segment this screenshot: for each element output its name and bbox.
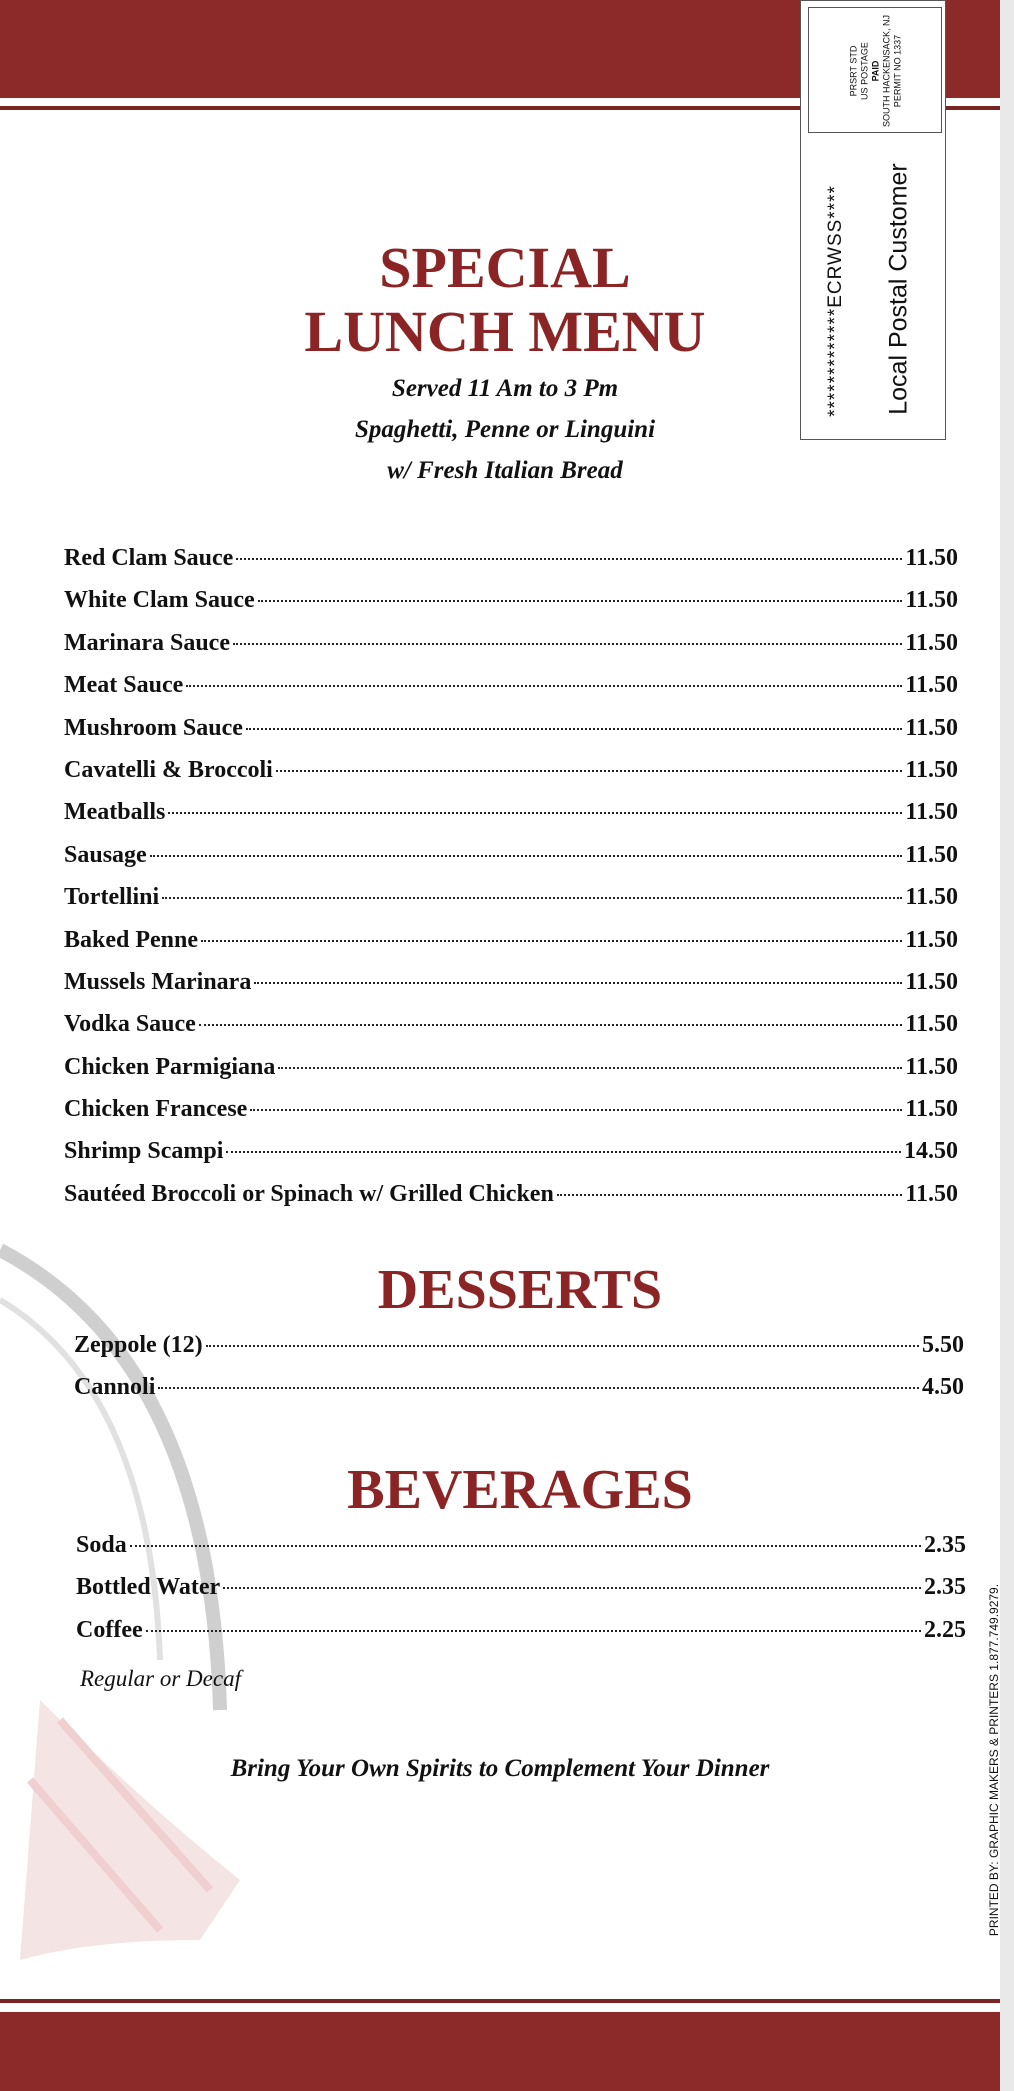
item-name: Mushroom Sauce xyxy=(64,714,243,741)
printer-credit: PRINTED BY: GRAPHIC MAKERS & PRINTERS 1.877.749.9279. xyxy=(987,1583,1001,1937)
item-price: 11.50 xyxy=(905,587,958,614)
item-price: 11.50 xyxy=(905,968,958,995)
item-name: Tortellini xyxy=(64,884,160,911)
item-price: 2.35 xyxy=(924,1532,966,1558)
pasta-choice: Spaghetti, Penne or Linguini xyxy=(354,416,656,443)
item-name: Cannoli xyxy=(74,1374,156,1401)
byob-note: Bring Your Own Spirits to Complement Your Dinner xyxy=(230,1755,770,1782)
item-name: Chicken Francese xyxy=(64,1096,248,1123)
item-name: Marinara Sauce xyxy=(64,629,230,656)
page-edge xyxy=(1000,0,1014,2091)
item-name: Cavatelli & Broccoli xyxy=(64,756,273,783)
item-price: 11.50 xyxy=(905,884,958,911)
item-name: Shrimp Scampi xyxy=(64,1138,224,1165)
item-name: Chicken Parmigiana xyxy=(64,1053,276,1080)
item-name: Red Clam Sauce xyxy=(64,545,234,571)
menu-item xyxy=(64,630,958,672)
item-price: 11.50 xyxy=(905,799,958,826)
menu-item xyxy=(64,1138,958,1180)
item-name: Sautéed Broccoli or Spinach w/ Grilled Chicken xyxy=(64,1180,554,1207)
item-name: White Clam Sauce xyxy=(64,587,255,614)
item-name: Coffee xyxy=(76,1616,143,1643)
item-price: 14.50 xyxy=(904,1138,958,1165)
item-name: Meat Sauce xyxy=(64,672,184,699)
item-price: 2.25 xyxy=(924,1616,966,1643)
item-name: Sausage xyxy=(64,841,147,868)
menu-item xyxy=(64,842,958,884)
menu-item xyxy=(64,969,958,1011)
menu-item xyxy=(64,1181,958,1223)
coffee-note: Regular or Decaf xyxy=(80,1666,241,1691)
menu-item xyxy=(64,757,958,799)
menu-item xyxy=(64,799,958,841)
addressee: Local Postal Customer xyxy=(884,163,913,415)
postal-indicia xyxy=(800,0,946,440)
menu-item xyxy=(64,1011,958,1053)
item-name: Meatballs xyxy=(64,799,166,826)
item-price: 11.50 xyxy=(905,756,958,783)
item-name: Mussels Marinara xyxy=(64,968,252,995)
menu-title-line1: SPECIAL xyxy=(379,235,631,300)
bread-note: w/ Fresh Italian Bread xyxy=(387,457,623,484)
menu-item xyxy=(64,587,958,629)
route-code: *************ECRWSS**** xyxy=(825,185,846,417)
beverages-heading: BEVERAGES xyxy=(347,1459,693,1521)
item-price: 11.50 xyxy=(905,545,958,571)
item-name: Soda xyxy=(76,1532,127,1558)
item-price: 2.35 xyxy=(924,1574,966,1601)
item-name: Vodka Sauce xyxy=(64,1011,196,1038)
item-name: Zeppole (12) xyxy=(74,1332,203,1358)
menu-item xyxy=(64,715,958,757)
item-price: 11.50 xyxy=(905,672,958,699)
item-name: Baked Penne xyxy=(64,926,199,953)
menu-item xyxy=(64,1054,958,1096)
item-price: 11.50 xyxy=(905,629,958,656)
item-price: 11.50 xyxy=(905,841,958,868)
menu-item xyxy=(64,884,958,926)
postage-text: PRSRT STD US POSTAGE PAID SOUTH HACKENSACK, NJ PERMIT NO 1337 xyxy=(848,14,903,128)
menu-item xyxy=(64,927,958,969)
bottom-rule xyxy=(0,1999,1000,2003)
dessert-items-list xyxy=(74,1332,964,1417)
item-price: 11.50 xyxy=(905,714,958,741)
item-price: 11.50 xyxy=(905,1053,958,1080)
menu-item xyxy=(64,545,958,587)
menu-item xyxy=(74,1332,964,1374)
beverage-items-list xyxy=(76,1532,966,1659)
served-hours: Served 11 Am to 3 Pm xyxy=(391,375,619,402)
desserts-heading: DESSERTS xyxy=(377,1259,663,1321)
menu-item xyxy=(76,1574,966,1616)
item-price: 5.50 xyxy=(922,1332,964,1358)
item-price: 11.50 xyxy=(905,1180,958,1207)
item-price: 11.50 xyxy=(905,926,958,953)
menu-item xyxy=(76,1617,966,1659)
menu-item xyxy=(64,1096,958,1138)
item-price: 4.50 xyxy=(922,1374,964,1401)
bottom-color-band xyxy=(0,2012,1000,2091)
item-price: 11.50 xyxy=(905,1011,958,1038)
item-name: Bottled Water xyxy=(76,1574,221,1601)
item-price: 11.50 xyxy=(905,1096,958,1123)
postage-stamp-box xyxy=(808,7,942,133)
menu-item xyxy=(76,1532,966,1574)
lunch-items-list xyxy=(64,545,958,1223)
menu-title-line2: LUNCH MENU xyxy=(304,299,706,364)
menu-item xyxy=(64,672,958,714)
menu-item xyxy=(74,1374,964,1416)
